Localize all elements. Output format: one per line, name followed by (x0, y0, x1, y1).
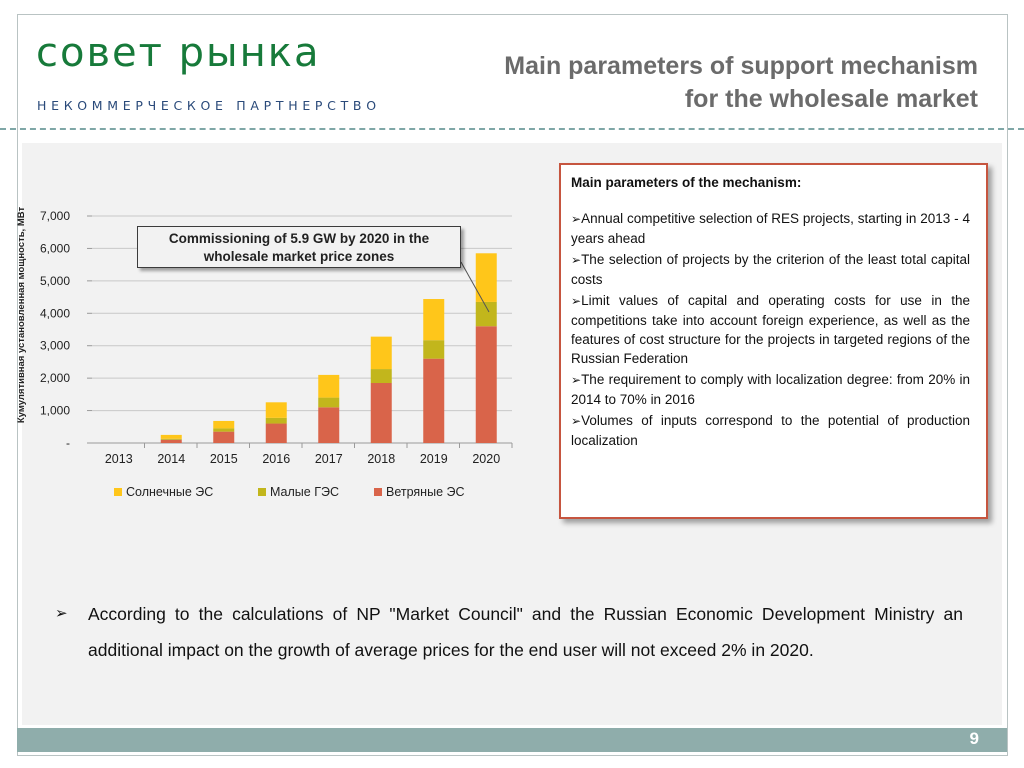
parameters-title: Main parameters of the mechanism: (571, 175, 802, 190)
x-tick-label: 2020 (472, 452, 501, 466)
y-tick-label: 3,000 (39, 338, 70, 353)
x-tick-label: 2016 (262, 452, 291, 466)
logo-subtitle: НЕКОММЕРЧЕСКОЕ ПАРТНЕРСТВО (37, 98, 381, 113)
parameter-text: Annual competitive selection of RES projects, starting in 2013 - 4 years ahead (571, 211, 970, 246)
title-line-2: for the wholesale market (684, 85, 978, 113)
x-tick-label: 2015 (209, 452, 238, 466)
bar-segment (371, 369, 392, 383)
bar-segment (318, 407, 339, 443)
arrow-bullet-icon: ➢ (571, 253, 582, 267)
callout-line-1: Commissioning of 5.9 GW by 2020 in the (168, 231, 430, 246)
arrow-bullet-icon: ➢ (571, 414, 582, 428)
logo-name: совет рынка (36, 30, 321, 76)
parameter-item (571, 370, 970, 409)
parameter-text: Volumes of inputs correspond to the potential of production localization (571, 413, 970, 448)
bar-segment (476, 302, 497, 326)
bar-segment (161, 439, 182, 440)
parameter-text: The requirement to comply with localization degree: from 20% in 2014 to 70% in 2016 (571, 372, 970, 407)
parameter-text: The selection of projects by the criterion of the least total capital costs (571, 252, 970, 287)
x-tick-label: 2017 (314, 452, 343, 466)
bar-segment (161, 435, 182, 439)
bar-segment (423, 340, 444, 358)
arrow-bullet-icon: ➢ (571, 373, 582, 387)
x-tick-label: 2014 (157, 452, 186, 466)
bar-segment (266, 418, 287, 424)
y-tick-label: 2,000 (39, 371, 70, 386)
bar-segment (423, 359, 444, 443)
bar-segment (371, 337, 392, 369)
arrow-bullet-icon: ➢ (55, 605, 68, 622)
y-axis-title: Кумулятивная установленная мощность, МВт (16, 206, 27, 424)
legend-label: Малые ГЭС (270, 485, 339, 499)
bottom-note (55, 596, 963, 668)
x-tick-label: 2018 (367, 452, 396, 466)
bar-segment (318, 375, 339, 398)
bar-segment (371, 383, 392, 443)
chart-callout (137, 226, 461, 268)
footer-bar (17, 728, 1007, 752)
bottom-note-text: According to the calculations of NP "Market Council" and the Russian Economic Development Ministry an additional impact on the growth of average prices for the end user will not exceed 2% in 2020. (88, 604, 963, 660)
y-tick-label: 7,000 (39, 209, 70, 223)
legend-swatch (258, 488, 266, 496)
bar-segment (266, 402, 287, 418)
bar-segment (213, 432, 234, 443)
y-tick-label: 6,000 (39, 241, 70, 256)
page-number: 9 (969, 729, 979, 748)
arrow-bullet-icon: ➢ (571, 212, 582, 226)
parameters-box (559, 163, 988, 519)
title-line-1: Main parameters of support mechanism (504, 52, 978, 80)
bar-segment (213, 421, 234, 428)
arrow-bullet-icon: ➢ (571, 294, 582, 308)
y-tick-label: 5,000 (39, 273, 70, 288)
bar-segment (161, 440, 182, 443)
x-tick-label: 2019 (419, 452, 448, 466)
legend-swatch (114, 488, 122, 496)
parameter-text: Limit values of capital and operating costs for use in the competitions take into account foreign experience, as well as the features of cost structure for the projects in targeted regions of the Russian Federation (571, 293, 970, 366)
parameter-item (571, 250, 970, 289)
bar-segment (318, 398, 339, 408)
bar-segment (213, 428, 234, 431)
callout-line-2: wholesale market price zones (203, 249, 395, 264)
parameter-item (571, 411, 970, 450)
legend-label: Солнечные ЭС (126, 485, 214, 499)
bar-segment (266, 424, 287, 443)
bar-segment (476, 326, 497, 443)
x-tick-label: 2013 (104, 452, 133, 466)
legend-swatch (374, 488, 382, 496)
legend-label: Ветряные ЭС (386, 485, 465, 499)
y-tick-label: 4,000 (39, 306, 70, 321)
parameter-item (571, 291, 970, 368)
parameter-item (571, 209, 970, 248)
y-tick-label: 1,000 (39, 403, 70, 418)
y-tick-label: - (66, 436, 70, 450)
bar-segment (423, 299, 444, 340)
